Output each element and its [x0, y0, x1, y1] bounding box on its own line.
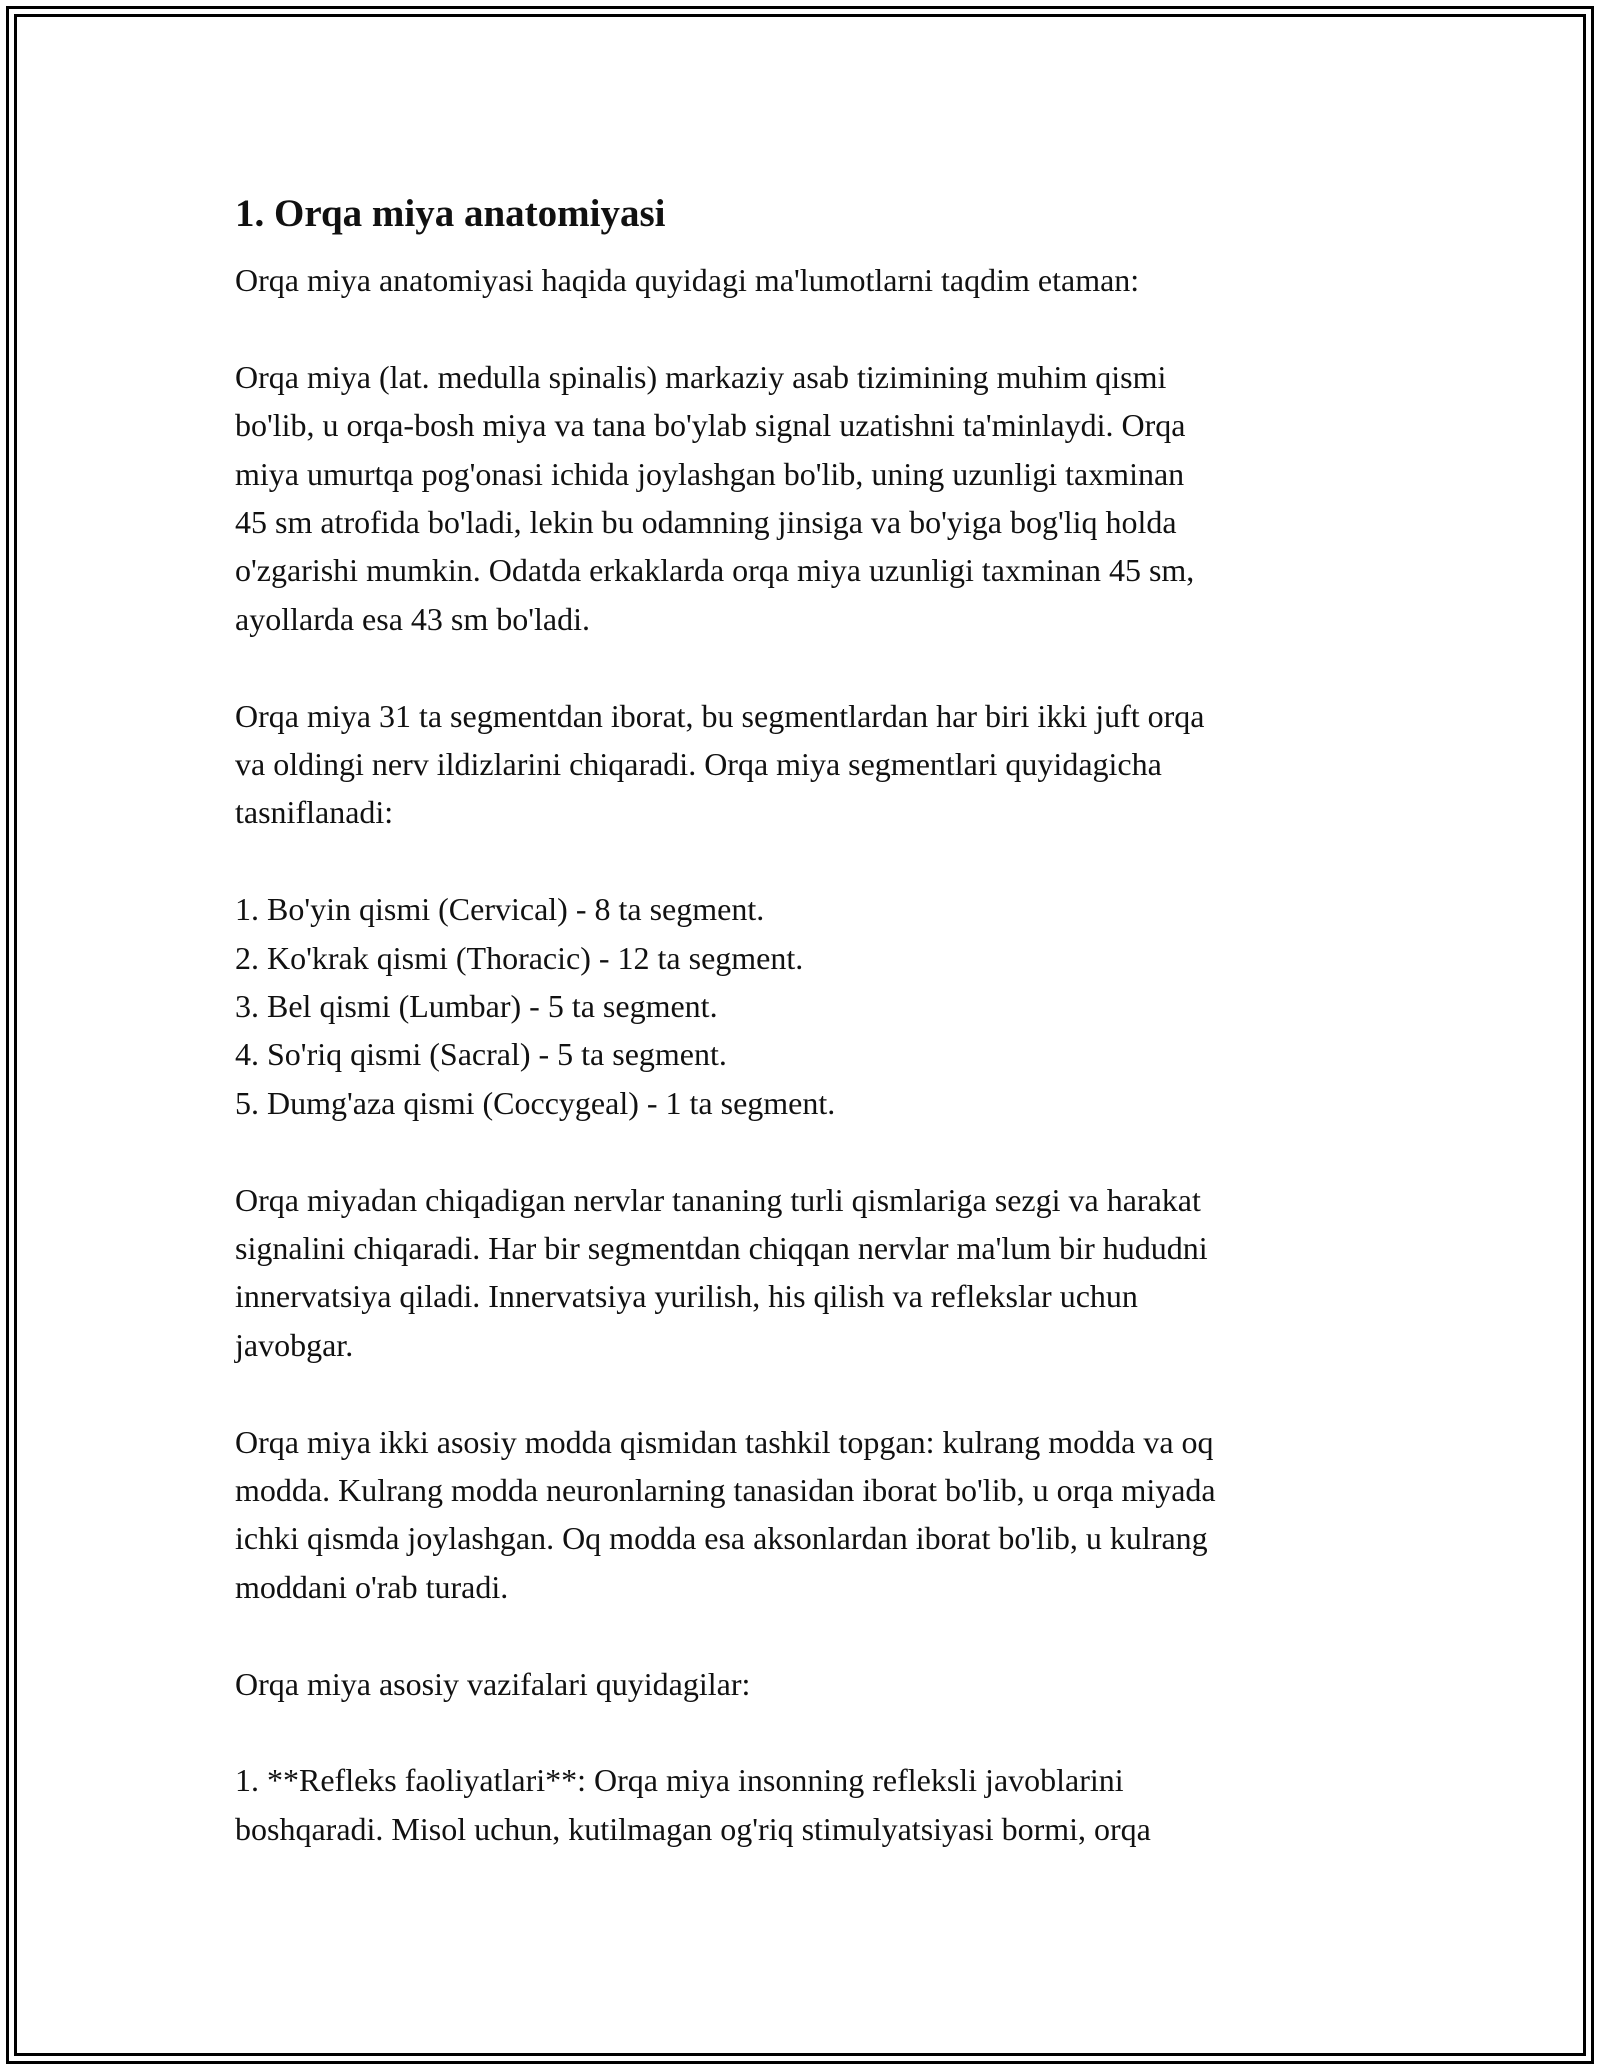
list-item: 3. Bel qismi (Lumbar) - 5 ta segment.: [235, 988, 718, 1025]
paragraph-segments-intro: Orqa miya 31 ta segmentdan iborat, bu segmentlardan har biri ikki juft orqa va oldingi nerv ildizlarini chiqaradi. Orqa miya segmentlari quyidagicha tasniflanadi:: [235, 697, 1205, 831]
segments-list: [235, 885, 1375, 1127]
paragraph-gray-white-matter: Orqa miya ikki asosiy modda qismidan tashkil topgan: kulrang modda va oq modda. Kulrang modda neuronlarning tanasidan iborat bo'lib, u orqa miyada ichki qismda joylashgan. Oq modda esa aksonlardan iborat bo'lib, u kulrang moddani o'rab turadi.: [235, 1423, 1216, 1605]
paragraph-reflex-functions: 1. **Refleks faoliyatlari**: Orqa miya insonning refleksli javoblarini boshqaradi. Misol uchun, kutilmagan og'riq stimulyatsiyasi bormi, orqa: [235, 1762, 1151, 1847]
paragraph-functions-intro: Orqa miya asosiy vazifalari quyidagilar:: [235, 1665, 751, 1702]
paragraph-spinal-cord-overview: Orqa miya (lat. medulla spinalis) markaziy asab tizimining muhim qismi bo'lib, u orqa-bosh miya va tana bo'ylab signal uzatishni ta'minlaydi. Orqa miya umurtqa pog'onasi ichida joylashgan bo'lib, uning uzunligi taxminan 45 sm atrofida bo'ladi, lekin bu odamning jinsiga va bo'yiga bog'liq holda o'zgarishi mumkin. Odatda erkaklarda orqa miya uzunligi taxminan 45 sm, ayollarda esa 43 sm bo'ladi.: [235, 358, 1195, 637]
list-item: 4. So'riq qismi (Sacral) - 5 ta segment.: [235, 1036, 727, 1073]
list-item: 5. Dumg'aza qismi (Coccygeal) - 1 ta segment.: [235, 1084, 836, 1121]
intro-paragraph: Orqa miya anatomiyasi haqida quyidagi ma'lumotlarni taqdim etaman:: [235, 262, 1140, 298]
document-title: 1. Orqa miya anatomiyasi: [235, 192, 666, 235]
list-item: 2. Ko'krak qismi (Thoracic) - 12 ta segment.: [235, 939, 804, 976]
list-item: 1. Bo'yin qismi (Cervical) - 8 ta segment.: [235, 891, 765, 928]
paragraph-nerves: Orqa miyadan chiqadigan nervlar tananing turli qismlariga sezgi va harakat signalini chiqaradi. Har bir segmentdan chiqqan nervlar ma'lum bir hududni innervatsiya qiladi. Innervatsiya yurilish, his qilish va reflekslar uchun javobgar.: [235, 1181, 1208, 1363]
document-body: [235, 186, 1375, 1902]
